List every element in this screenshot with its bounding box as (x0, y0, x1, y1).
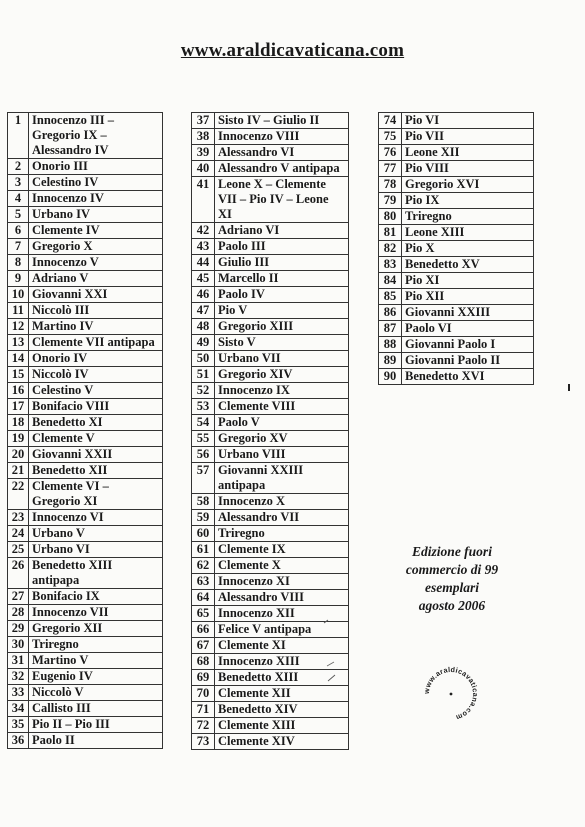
entry-number: 77 (379, 161, 402, 177)
entry-name: Pio XI (402, 273, 534, 289)
entry-number: 18 (8, 415, 29, 431)
entry-number: 57 (192, 463, 215, 494)
entry-number: 21 (8, 463, 29, 479)
entry-number: 63 (192, 574, 215, 590)
entry-number: 38 (192, 129, 215, 145)
index-row (192, 303, 349, 319)
entry-number: 31 (8, 653, 29, 669)
edition-line-4: agosto 2006 (418, 598, 486, 613)
entry-name: Pio VI (402, 113, 534, 129)
index-row (192, 542, 349, 558)
entry-name: Triregno (402, 209, 534, 225)
index-row (192, 734, 349, 750)
index-row (8, 653, 163, 669)
entry-number: 39 (192, 145, 215, 161)
index-row (8, 271, 163, 287)
entry-name: Niccolò III (29, 303, 163, 319)
index-row (8, 479, 163, 510)
entry-name: Pio VIII (402, 161, 534, 177)
entry-name: Felice V antipapa (215, 622, 349, 638)
index-row (8, 463, 163, 479)
index-row (192, 113, 349, 129)
entry-number: 55 (192, 431, 215, 447)
entry-number: 45 (192, 271, 215, 287)
index-row (192, 431, 349, 447)
index-row (192, 129, 349, 145)
entry-name: Clemente XIV (215, 734, 349, 750)
entry-name: Urbano V (29, 526, 163, 542)
entry-name: Paolo III (215, 239, 349, 255)
index-row (379, 321, 534, 337)
entry-number: 62 (192, 558, 215, 574)
index-row (192, 383, 349, 399)
entry-name: Sisto V (215, 335, 349, 351)
entry-number: 78 (379, 177, 402, 193)
entry-name: Paolo IV (215, 287, 349, 303)
entry-name: Giovanni XXIII antipapa (215, 463, 349, 494)
entry-number: 71 (192, 702, 215, 718)
index-row (8, 319, 163, 335)
index-row (192, 161, 349, 177)
index-row (8, 239, 163, 255)
index-row (8, 510, 163, 526)
entry-number: 42 (192, 223, 215, 239)
entry-number: 1 (8, 113, 29, 159)
entry-name: Benedetto XI (29, 415, 163, 431)
entry-name: Urbano VII (215, 351, 349, 367)
entry-name: Urbano IV (29, 207, 163, 223)
entry-number: 7 (8, 239, 29, 255)
edition-note (378, 543, 526, 615)
edition-line-2: commercio di 99 (405, 562, 499, 577)
entry-number: 88 (379, 337, 402, 353)
entry-number: 59 (192, 510, 215, 526)
index-row (8, 159, 163, 175)
index-row (8, 191, 163, 207)
entry-name: Paolo V (215, 415, 349, 431)
index-row (8, 526, 163, 542)
entry-number: 51 (192, 367, 215, 383)
entry-name: Clemente XIII (215, 718, 349, 734)
index-row (192, 271, 349, 287)
entry-name: Clemente VII antipapa (29, 335, 163, 351)
entry-number: 87 (379, 321, 402, 337)
entry-number: 43 (192, 239, 215, 255)
entry-number: 72 (192, 718, 215, 734)
entry-number: 47 (192, 303, 215, 319)
entry-number: 69 (192, 670, 215, 686)
entry-name: Benedetto XIII (215, 670, 349, 686)
entry-number: 85 (379, 289, 402, 305)
index-row (379, 193, 534, 209)
index-row (8, 431, 163, 447)
index-row (8, 558, 163, 589)
index-row (192, 654, 349, 670)
entry-name: Callisto III (29, 701, 163, 717)
entry-number: 17 (8, 399, 29, 415)
entry-name: Gregorio XV (215, 431, 349, 447)
index-row (192, 686, 349, 702)
edge-mark (565, 383, 573, 393)
entry-number: 12 (8, 319, 29, 335)
index-row (192, 367, 349, 383)
entry-name: Benedetto XV (402, 257, 534, 273)
entry-number: 60 (192, 526, 215, 542)
index-row (192, 223, 349, 239)
index-row (379, 337, 534, 353)
entry-number: 33 (8, 685, 29, 701)
entry-number: 4 (8, 191, 29, 207)
entry-name: Innocenzo V (29, 255, 163, 271)
entry-number: 19 (8, 431, 29, 447)
index-row (192, 319, 349, 335)
edition-line-1: Edizione fuori (412, 544, 492, 559)
pencil-mark (326, 660, 336, 668)
index-row (379, 353, 534, 369)
entry-name: Triregno (215, 526, 349, 542)
entry-name: Niccolò V (29, 685, 163, 701)
entry-name: Clemente VIII (215, 399, 349, 415)
index-row (8, 669, 163, 685)
entry-name: Innocenzo VIII (215, 129, 349, 145)
entry-name: Innocenzo XI (215, 574, 349, 590)
entry-number: 89 (379, 353, 402, 369)
index-row (8, 733, 163, 749)
index-row (192, 463, 349, 494)
index-row (192, 287, 349, 303)
entry-name: Innocenzo VII (29, 605, 163, 621)
entry-name: Alessandro VIII (215, 590, 349, 606)
entry-number: 5 (8, 207, 29, 223)
entry-name: Gregorio XII (29, 621, 163, 637)
entry-name: Sisto IV – Giulio II (215, 113, 349, 129)
entry-number: 37 (192, 113, 215, 129)
entry-number: 6 (8, 223, 29, 239)
entry-name: Urbano VIII (215, 447, 349, 463)
entry-number: 73 (192, 734, 215, 750)
entry-name: Innocenzo X (215, 494, 349, 510)
entry-number: 10 (8, 287, 29, 303)
entry-name: Bonifacio VIII (29, 399, 163, 415)
pencil-mark (326, 672, 338, 684)
entry-name: Martino V (29, 653, 163, 669)
entry-name: Benedetto XIII antipapa (29, 558, 163, 589)
entry-number: 83 (379, 257, 402, 273)
index-row (8, 223, 163, 239)
index-row (8, 542, 163, 558)
entry-name: Giulio III (215, 255, 349, 271)
entry-name: Innocenzo IV (29, 191, 163, 207)
entry-name: Paolo VI (402, 321, 534, 337)
index-row (8, 303, 163, 319)
entry-name: Triregno (29, 637, 163, 653)
index-row (192, 638, 349, 654)
index-row (192, 415, 349, 431)
entry-number: 81 (379, 225, 402, 241)
entry-name: Giovanni Paolo II (402, 353, 534, 369)
index-row (379, 305, 534, 321)
edition-line-3: esemplari (425, 580, 479, 595)
entry-number: 8 (8, 255, 29, 271)
index-row (192, 558, 349, 574)
index-row (8, 335, 163, 351)
entry-name: Giovanni Paolo I (402, 337, 534, 353)
entry-number: 14 (8, 351, 29, 367)
index-row (192, 239, 349, 255)
entry-name: Pio X (402, 241, 534, 257)
entry-name: Clemente V (29, 431, 163, 447)
index-row (8, 113, 163, 159)
entry-number: 44 (192, 255, 215, 271)
entry-number: 35 (8, 717, 29, 733)
entry-number: 13 (8, 335, 29, 351)
entry-number: 46 (192, 287, 215, 303)
entry-name: Benedetto XII (29, 463, 163, 479)
entry-name: Urbano VI (29, 542, 163, 558)
entry-name: Gregorio XIV (215, 367, 349, 383)
entry-number: 52 (192, 383, 215, 399)
entry-number: 80 (379, 209, 402, 225)
index-column-1 (7, 112, 163, 749)
entry-name: Giovanni XXII (29, 447, 163, 463)
entry-name: Pio VII (402, 129, 534, 145)
entry-number: 41 (192, 177, 215, 223)
entry-name: Celestino IV (29, 175, 163, 191)
entry-number: 70 (192, 686, 215, 702)
entry-number: 27 (8, 589, 29, 605)
entry-name: Clemente VI – Gregorio XI (29, 479, 163, 510)
entry-name: Giovanni XXIII (402, 305, 534, 321)
entry-number: 54 (192, 415, 215, 431)
entry-name: Gregorio X (29, 239, 163, 255)
index-row (8, 589, 163, 605)
entry-name: Giovanni XXI (29, 287, 163, 303)
entry-name: Innocenzo III – Gregorio IX – Alessandro IV (29, 113, 163, 159)
entry-number: 9 (8, 271, 29, 287)
index-row (8, 367, 163, 383)
entry-number: 79 (379, 193, 402, 209)
entry-number: 26 (8, 558, 29, 589)
index-row (379, 113, 534, 129)
entry-name: Clemente XII (215, 686, 349, 702)
index-row (379, 145, 534, 161)
entry-name: Pio XII (402, 289, 534, 305)
entry-name: Alessandro VI (215, 145, 349, 161)
index-row (192, 447, 349, 463)
entry-name: Pio II – Pio III (29, 717, 163, 733)
index-row (8, 605, 163, 621)
entry-name: Clemente X (215, 558, 349, 574)
entry-number: 84 (379, 273, 402, 289)
index-row (192, 351, 349, 367)
entry-number: 36 (8, 733, 29, 749)
entry-name: Onorio IV (29, 351, 163, 367)
entry-number: 22 (8, 479, 29, 510)
entry-number: 28 (8, 605, 29, 621)
entry-number: 86 (379, 305, 402, 321)
index-row (379, 209, 534, 225)
entry-name: Marcello II (215, 271, 349, 287)
entry-name: Celestino V (29, 383, 163, 399)
index-row (8, 621, 163, 637)
entry-number: 29 (8, 621, 29, 637)
index-row (192, 145, 349, 161)
entry-number: 74 (379, 113, 402, 129)
entry-name: Innocenzo VI (29, 510, 163, 526)
entry-number: 40 (192, 161, 215, 177)
index-row (192, 494, 349, 510)
index-row (379, 161, 534, 177)
entry-number: 67 (192, 638, 215, 654)
index-row (192, 177, 349, 223)
entry-number: 23 (8, 510, 29, 526)
index-row (379, 289, 534, 305)
index-row (379, 177, 534, 193)
index-column-2 (191, 112, 349, 750)
entry-number: 32 (8, 669, 29, 685)
entry-number: 50 (192, 351, 215, 367)
index-row (192, 335, 349, 351)
entry-number: 68 (192, 654, 215, 670)
entry-number: 58 (192, 494, 215, 510)
index-row (8, 637, 163, 653)
entry-name: Onorio III (29, 159, 163, 175)
index-row (8, 685, 163, 701)
entry-number: 20 (8, 447, 29, 463)
index-row (379, 369, 534, 385)
entry-name: Leone X – Clemente VII – Pio IV – Leone XI (215, 177, 349, 223)
entry-number: 76 (379, 145, 402, 161)
entry-name: Adriano VI (215, 223, 349, 239)
entry-number: 49 (192, 335, 215, 351)
entry-name: Benedetto XIV (215, 702, 349, 718)
entry-name: Innocenzo XIII (215, 654, 349, 670)
entry-name: Paolo II (29, 733, 163, 749)
index-row (192, 255, 349, 271)
index-row (379, 241, 534, 257)
index-row (8, 351, 163, 367)
index-row (379, 273, 534, 289)
entry-name: Innocenzo IX (215, 383, 349, 399)
entry-name: Niccolò IV (29, 367, 163, 383)
entry-number: 65 (192, 606, 215, 622)
index-row (192, 574, 349, 590)
entry-number: 66 (192, 622, 215, 638)
entry-name: Gregorio XVI (402, 177, 534, 193)
entry-number: 3 (8, 175, 29, 191)
index-row (379, 129, 534, 145)
entry-name: Clemente XI (215, 638, 349, 654)
index-row (8, 415, 163, 431)
entry-number: 24 (8, 526, 29, 542)
entry-name: Pio IX (402, 193, 534, 209)
entry-name: Innocenzo XII (215, 606, 349, 622)
entry-name: Martino IV (29, 319, 163, 335)
index-row (8, 383, 163, 399)
entry-number: 53 (192, 399, 215, 415)
entry-number: 56 (192, 447, 215, 463)
entry-name: Benedetto XVI (402, 369, 534, 385)
entry-number: 34 (8, 701, 29, 717)
index-row (192, 590, 349, 606)
entry-number: 2 (8, 159, 29, 175)
index-row (8, 399, 163, 415)
entry-number: 90 (379, 369, 402, 385)
entry-number: 16 (8, 383, 29, 399)
entry-number: 30 (8, 637, 29, 653)
index-row (8, 287, 163, 303)
index-row (192, 718, 349, 734)
entry-name: Bonifacio IX (29, 589, 163, 605)
index-row (8, 207, 163, 223)
index-row (192, 670, 349, 686)
index-row (192, 399, 349, 415)
index-column-3 (378, 112, 534, 385)
index-row (379, 225, 534, 241)
index-row (192, 702, 349, 718)
entry-number: 64 (192, 590, 215, 606)
index-row (8, 175, 163, 191)
entry-name: Leone XII (402, 145, 534, 161)
index-row (379, 257, 534, 273)
index-row (8, 447, 163, 463)
entry-number: 61 (192, 542, 215, 558)
index-row (8, 717, 163, 733)
entry-number: 25 (8, 542, 29, 558)
entry-name: Clemente IV (29, 223, 163, 239)
index-row (192, 510, 349, 526)
entry-number: 82 (379, 241, 402, 257)
entry-number: 15 (8, 367, 29, 383)
entry-name: Adriano V (29, 271, 163, 287)
site-title: www.araldicavaticana.com (180, 40, 405, 61)
entry-number: 75 (379, 129, 402, 145)
stamp-text: www.araldicavaticana.com (421, 664, 481, 723)
entry-name: Alessandro VII (215, 510, 349, 526)
entry-name: Clemente IX (215, 542, 349, 558)
entry-name: Leone XIII (402, 225, 534, 241)
entry-name: Pio V (215, 303, 349, 319)
entry-name: Alessandro V antipapa (215, 161, 349, 177)
entry-name: Eugenio IV (29, 669, 163, 685)
entry-number: 48 (192, 319, 215, 335)
circular-stamp-icon (416, 659, 486, 729)
index-row (192, 526, 349, 542)
index-row (8, 701, 163, 717)
pencil-mark (322, 616, 334, 626)
index-row (8, 255, 163, 271)
entry-number: 11 (8, 303, 29, 319)
entry-name: Gregorio XIII (215, 319, 349, 335)
